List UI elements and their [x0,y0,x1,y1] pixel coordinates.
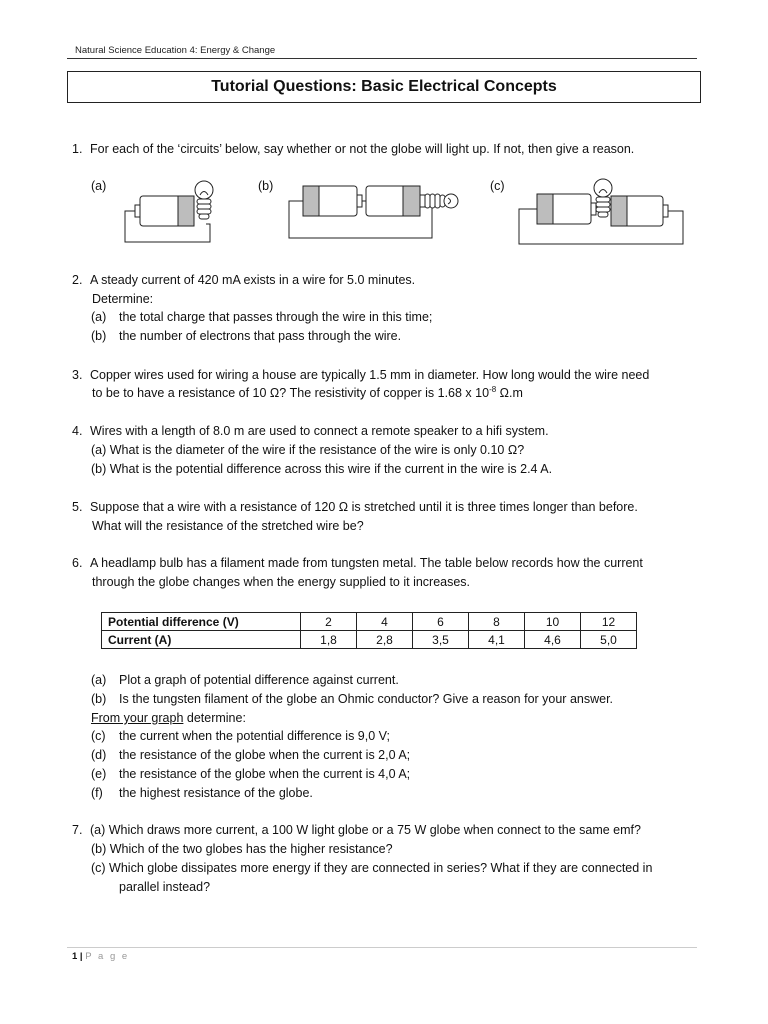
q6-part-label: (d) [91,748,107,762]
q6-part-label: (f) [91,786,103,800]
q2-a-label: (a) [91,310,107,324]
q1-label-b: (b) [258,179,274,193]
q5-number: 5. [72,500,83,514]
q6-line1: A headlamp bulb has a filament made from tungsten metal. The table below records how the current [90,556,643,570]
q3-exponent: -8 [489,385,497,394]
table-cell: 2 [301,613,357,631]
table-row-header: Potential difference (V) [102,613,301,631]
circuit-a-globe-icon [195,181,213,199]
q6-number: 6. [72,556,83,570]
q2-b-label: (b) [91,329,107,343]
page-title: Tutorial Questions: Basic Electrical Concepts [67,71,701,103]
q4-number: 4. [72,424,83,438]
q3-number: 3. [72,368,83,382]
footer-rule [67,947,697,948]
q2-number: 2. [72,273,83,287]
q7-c: (c) Which globe dissipates more energy if they are connected in series? What if they are connected in [91,861,653,875]
q7-b: (b) Which of the two globes has the higher resistance? [91,842,393,856]
table-cell: 5,0 [581,631,637,649]
q1-number: 1. [72,142,83,156]
page-separator: | [77,951,86,962]
table-cell: 3,5 [413,631,469,649]
q3-line2-a: to be to have a resistance of 10 Ω? The resistivity of copper is 1.68 x 10 [92,386,490,400]
circuit-c-diagram [515,176,690,248]
q6-line2: through the globe changes when the energy supplied to it increases. [92,575,471,589]
data-table [101,612,637,649]
table-cell: 1,8 [301,631,357,649]
q6-part-label: (b) [91,692,107,706]
circuit-b-diagram [285,176,465,248]
q6-part-text: the resistance of the globe when the current is 2,0 A; [119,748,411,762]
q6-from-graph [91,710,246,726]
table-cell: 10 [525,613,581,631]
q3-line1: Copper wires used for wiring a house are typically 1.5 mm in diameter. How long would the wire need [90,368,650,382]
q7-number: 7. [72,823,83,837]
table-row [102,613,637,631]
q1-label-a: (a) [91,179,107,193]
q6-part-text: Plot a graph of potential difference against current. [119,673,399,687]
q5-line1: Suppose that a wire with a resistance of 120 Ω is stretched until it is three times longer than before. [90,500,638,514]
q2-a-text: the total charge that passes through the wire in this time; [119,310,433,324]
q5-line2: What will the resistance of the stretched wire be? [92,519,364,533]
q2-line1: A steady current of 420 mA exists in a wire for 5.0 minutes. [90,273,416,287]
q2-b-text: the number of electrons that pass through the wire. [119,329,402,343]
q6-part-label: (a) [91,673,107,687]
q6-part-text: the current when the potential difference is 9,0 V; [119,729,391,743]
q1-text: For each of the ‘circuits’ below, say whether or not the globe will light up. If not, then give a reason. [90,142,635,156]
table-cell: 6 [413,613,469,631]
table-cell: 2,8 [357,631,413,649]
q4-b: (b) What is the potential difference across this wire if the current in the wire is 2.4 A. [91,462,553,476]
q6-part-text: the resistance of the globe when the current is 4,0 A; [119,767,411,781]
table-row [102,631,637,649]
q6-part-text: Is the tungsten filament of the globe an Ohmic conductor? Give a reason for your answer. [119,692,614,706]
circuit-a-diagram [120,176,220,248]
q6-from-graph-underlined: From your graph [91,711,184,725]
header-rule [67,58,697,59]
q6-part-label: (e) [91,767,107,781]
table-cell: 8 [469,613,525,631]
q7-c2: parallel instead? [119,880,211,894]
q6-from-graph-rest: determine: [183,711,246,725]
q4-a: (a) What is the diameter of the wire if the resistance of the wire is only 0.10 Ω? [91,443,525,457]
header-course: Natural Science Education 4: Energy & Change [75,45,276,56]
q6-part-text: the highest resistance of the globe. [119,786,313,800]
q4-line1: Wires with a length of 8.0 m are used to connect a remote speaker to a hifi system. [90,424,549,438]
table-cell: 4,1 [469,631,525,649]
q6-part-label: (c) [91,729,106,743]
table-cell: 4,6 [525,631,581,649]
footer [72,951,129,962]
q2-line2: Determine: [92,292,154,306]
page-number: 1 [72,951,78,962]
q3-line2 [92,385,523,401]
q7-a: (a) Which draws more current, a 100 W light globe or a 75 W globe when connect to the same emf? [90,823,641,837]
q3-line2-b: Ω.m [496,386,523,400]
table-cell: 12 [581,613,637,631]
q1-label-c: (c) [490,179,505,193]
circuit-c-globe-icon [594,179,612,197]
table-cell: 4 [357,613,413,631]
table-row-header: Current (A) [102,631,301,649]
page-word: P a g e [85,951,130,962]
